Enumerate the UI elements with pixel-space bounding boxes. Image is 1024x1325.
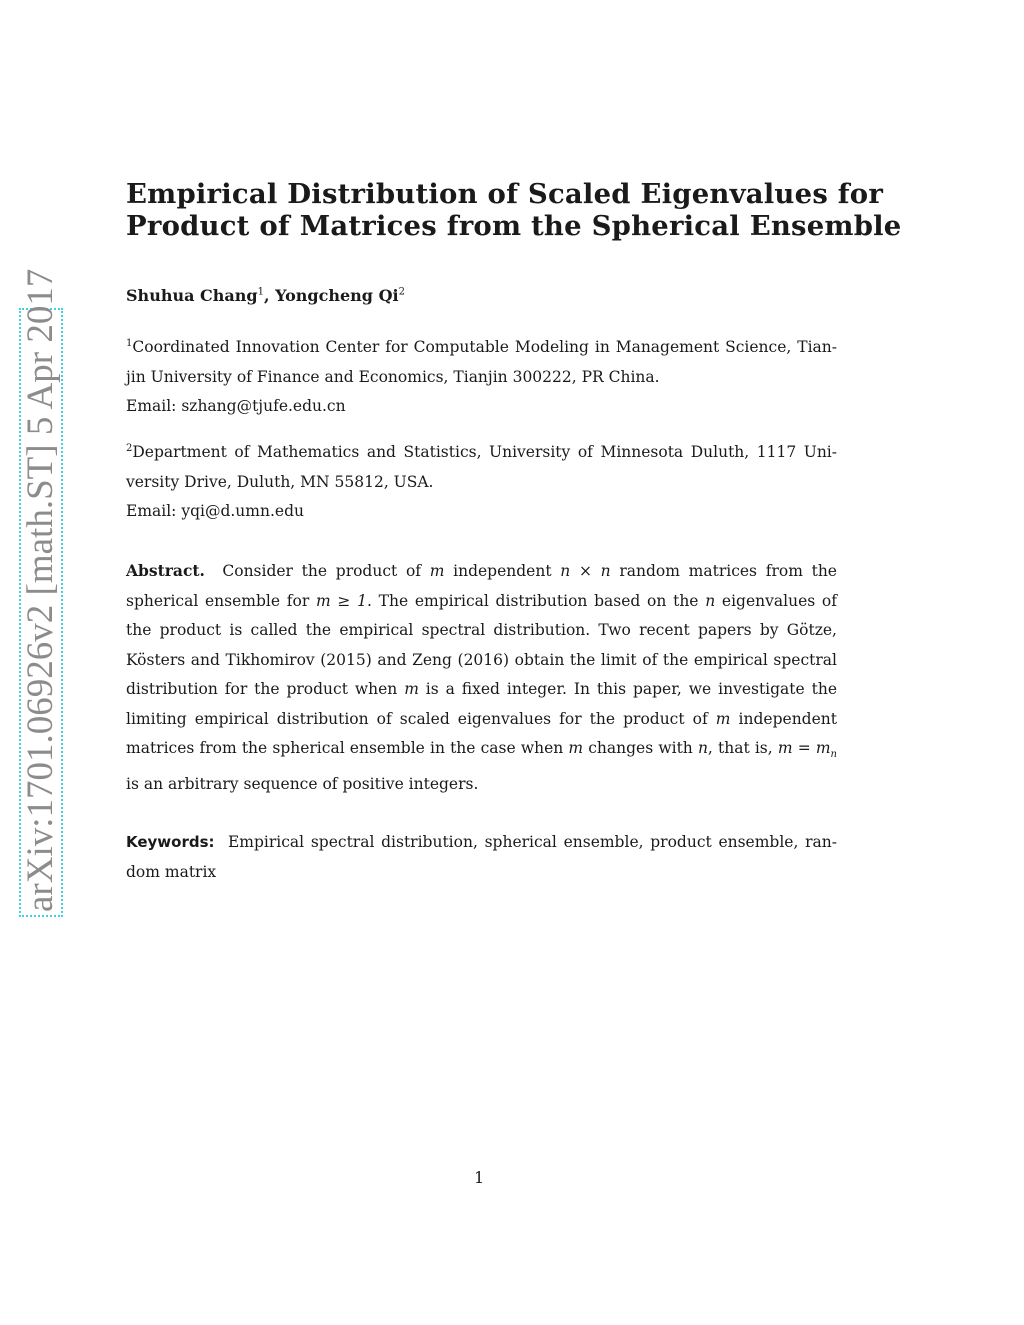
affiliation-line: $^2$Department of Mathematics and Statistics, University of Minnesota Duluth, 1117 Uni- <box>126 443 837 462</box>
author-affiliation-mark: 1 <box>257 286 264 298</box>
abstract-line: is an arbitrary sequence of positive integers. <box>126 774 479 793</box>
keywords-line: Keywords: Empirical spectral distribution, spherical ensemble, product ensemble, ran- <box>126 833 837 851</box>
keywords-line: dom matrix <box>126 863 217 881</box>
affiliation-2 <box>126 434 837 527</box>
affiliation-mark: 2 <box>126 443 133 454</box>
paper-title <box>126 178 902 242</box>
affiliation-1 <box>126 329 837 422</box>
affiliation-email: Email: szhang@tjufe.edu.cn <box>126 397 346 416</box>
author-affiliation-mark: 2 <box>398 286 405 298</box>
abstract-label: Abstract. <box>126 561 205 580</box>
affiliation-line: versity Drive, Duluth, MN 55812, USA. <box>126 472 434 491</box>
abstract-line: Abstract. Consider the product of m independent n × n random matrices from the <box>126 561 837 580</box>
abstract-line: spherical ensemble for m ≥ 1. The empirical distribution based on the n eigenvalues of <box>126 591 837 610</box>
arxiv-identifier: arXiv:1701.06926v2 [math.ST] 5 Apr 2017 <box>20 268 61 912</box>
abstract-line: the product is called the empirical spectral distribution. Two recent papers by Götze, <box>126 621 837 639</box>
page-number: 1 <box>474 1168 485 1187</box>
title-line-2: Product of Matrices from the Spherical Ensemble <box>126 210 902 242</box>
title-line-1: Empirical Distribution of Scaled Eigenvalues for <box>126 178 884 210</box>
author-name: Yongcheng Qi <box>275 286 399 305</box>
abstract-line: limiting empirical distribution of scaled eigenvalues for the product of m independent <box>126 709 837 728</box>
keywords-label: Keywords: <box>126 833 215 851</box>
abstract-line: matrices from the spherical ensemble in the case when m changes with n, that is, $m = m_n$ <box>126 739 837 761</box>
affiliation-mark: 1 <box>126 338 133 349</box>
abstract-line: distribution for the product when m is a fixed integer. In this paper, we investigate the <box>126 680 838 698</box>
keywords <box>126 827 837 887</box>
affiliation-line: jin University of Finance and Economics, Tianjin 300222, PR China. <box>126 367 660 386</box>
abstract <box>126 556 837 799</box>
affiliation-email: Email: yqi@d.umn.edu <box>126 502 304 521</box>
author-separator: , <box>263 286 276 305</box>
author-name: Shuhua Chang <box>126 286 258 305</box>
author-list <box>126 286 405 305</box>
affiliation-line: $^1$Coordinated Innovation Center for Computable Modeling in Management Science, Tian- <box>126 338 837 357</box>
abstract-line: Kösters and Tikhomirov (2015) and Zeng (2016) obtain the limit of the empirical spectral <box>126 650 837 669</box>
